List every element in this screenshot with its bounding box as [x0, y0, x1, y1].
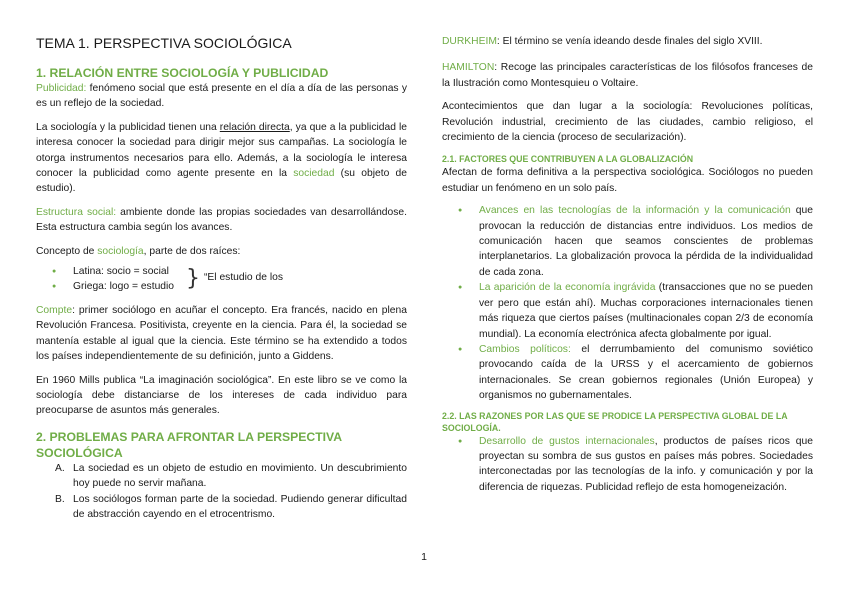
concepto-paragraph: [36, 244, 407, 259]
relacion-paragraph: [36, 120, 407, 197]
publicidad-paragraph: [36, 81, 407, 112]
estructura-paragraph: [36, 205, 407, 236]
section-1-heading: 1. RELACIÓN ENTRE SOCIOLOGÍA Y PUBLICIDAD: [36, 66, 329, 80]
concepto-text-a: Concepto de: [36, 245, 98, 257]
hamilton-paragraph: [442, 60, 813, 91]
durkheim-term: DURKHEIM: [442, 36, 497, 47]
section-2-1-intro: Afectan de forma definitiva a la perspectiva sociológica. Sociólogos no pueden estudiar un fenómeno en un solo país.: [442, 167, 813, 194]
list-item-text: que provocan la reducción de distancias entre individuos. Los medios de comunicación hacen que seamos conscientes de problemas interplanetarios. La globalización provoca la pérdida de la individualidad de cada zona.: [479, 205, 813, 278]
concepto-text-b: , parte de dos raíces:: [143, 245, 241, 257]
compte-term: Compte: [36, 304, 73, 316]
estructura-text: ambiente donde las propias sociedades van desarrollándose. Esta estructura cambia según los avances.: [36, 206, 407, 234]
list-item-lead: Avances en las tecnologías de la información y la comunicación: [479, 205, 791, 217]
concepto-green: sociología: [97, 245, 144, 257]
list-item: ● Griega: logo = estudio: [36, 279, 407, 294]
list-item-lead: Desarrollo de gustos internacionales: [479, 435, 655, 447]
list-item-lead: Cambios políticos:: [479, 343, 571, 355]
compte-text: : primer sociólogo en acuñar el concepto. Era francés, nacido en plena Revolución Francesa. Positivista, creyente en la ciencia. Para él, la sociedad se mantenía estable al igual que la ciencia. Este término se ha extendido a todos los países independientemente de su definición, junto a Giddens.: [36, 304, 407, 363]
hamilton-term: HAMILTON: [442, 62, 495, 74]
section-2-heading: 2. PROBLEMAS PARA AFRONTAR LA PERSPECTIVA SOCIOLÓGICA: [36, 429, 342, 460]
page-title: TEMA 1. PERSPECTIVA SOCIOLÓGICA: [36, 35, 292, 51]
page-number: 1: [421, 551, 427, 563]
relacion-underlined: relación directa: [219, 121, 290, 133]
relacion-text-a: La sociología y la publicidad tienen una: [36, 121, 220, 133]
section-2-2-heading: 2.2. LAS RAZONES POR LAS QUE SE PRODICE LA PERSPECTIVA GLOBAL DE LA SOCIOLOGÍA.: [442, 410, 788, 433]
list-item: ● Latina: socio = social: [36, 264, 407, 279]
list-item: [36, 461, 407, 492]
brace-text: “El estudio de los: [204, 272, 283, 284]
relacion-text-c: (su objeto de estudio).: [36, 168, 407, 195]
left-column: [36, 34, 407, 522]
publicidad-term: Publicidad:: [36, 83, 87, 94]
list-text: La sociedad es un objeto de estudio en movimiento. Un descubrimiento hoy puede no servir mañana.: [73, 462, 407, 490]
list-item-text: (transacciones que no se pueden ver pero que están ahí). Muchas corporaciones internacionales tienen más riqueza que ciertos países (multinacionales copan 2/3 de economía mundial). La economía electrónica afecta globalmente por igual.: [479, 282, 813, 340]
section-2-1-heading: 2.1. FACTORES QUE CONTRIBUYEN A LA GLOBALIZACIÓN: [442, 154, 694, 165]
list-item: [442, 342, 813, 404]
relacion-green: sociedad: [293, 168, 335, 180]
list-item: [442, 280, 813, 342]
brace-glyph: }: [186, 266, 200, 292]
durkheim-paragraph: [442, 34, 813, 49]
hamilton-text: : Recoge las principales características de los filósofos franceses de la Ilustración como Montesquieu o Voltaire.: [442, 62, 813, 89]
durkheim-text: : El término se venía ideando desde finales del siglo XVIII.: [496, 36, 763, 47]
roots-list: [36, 264, 407, 295]
list-item-text: el derrumbamiento del comunismo soviético provocando caída de la URSS y el acercamiento de gobiernos internacionales. Se crean gobiernos regionales (Unión Europea) y organismos no gubernamentales.: [479, 343, 813, 402]
compte-paragraph: [36, 303, 407, 365]
publicidad-text: fenómeno social que está presente en el día a día de las personas y es un reflejo de la sociedad.: [36, 83, 407, 110]
list-label: A.: [55, 462, 65, 474]
mills-paragraph: En 1960 Mills publica “La imaginación sociológica”. En este libro se ve como la sociología debe distanciarse de los intereses de cada individuo para preocuparse de asuntos más generales.: [36, 374, 407, 417]
reasons-list: [442, 434, 813, 496]
right-column: [442, 34, 813, 495]
list-item-text: , productos de países ricos que proyectan su sombra de sus gustos en países más pobres. Sociedades interconectadas por las tecnologías de la info. y comunicación y por la diferencia de riquezas. Publicidad reflejo de esta homogeneización.: [479, 435, 813, 493]
factors-list: [442, 203, 813, 403]
list-item: [442, 203, 813, 280]
list-label: B.: [55, 493, 65, 505]
list-item: [442, 434, 813, 496]
events-paragraph: Acontecimientos que dan lugar a la sociología: Revoluciones políticas, Revolución industrial, crecimiento de las ciudades, cambio religioso, el crecimiento de la ciencia (proceso de secularización).: [442, 101, 813, 144]
list-item-lead: La aparición de la economía ingrávida: [479, 282, 656, 294]
list-text: Los sociólogos forman parte de la sociedad. Pudiendo generar dificultad de abstracción cayendo en el etrocentrismo.: [73, 493, 407, 520]
relacion-text-b: , ya que a la publicidad le interesa conocer la sociedad para dirigir mejor sus campañas. La sociología le otorga instrumentos necesarios para ello. Además, a la sociología le interesa conocer la publicidad como agente presente en la: [36, 121, 407, 180]
estructura-term: Estructura social:: [36, 206, 117, 218]
list-item: [36, 492, 407, 523]
